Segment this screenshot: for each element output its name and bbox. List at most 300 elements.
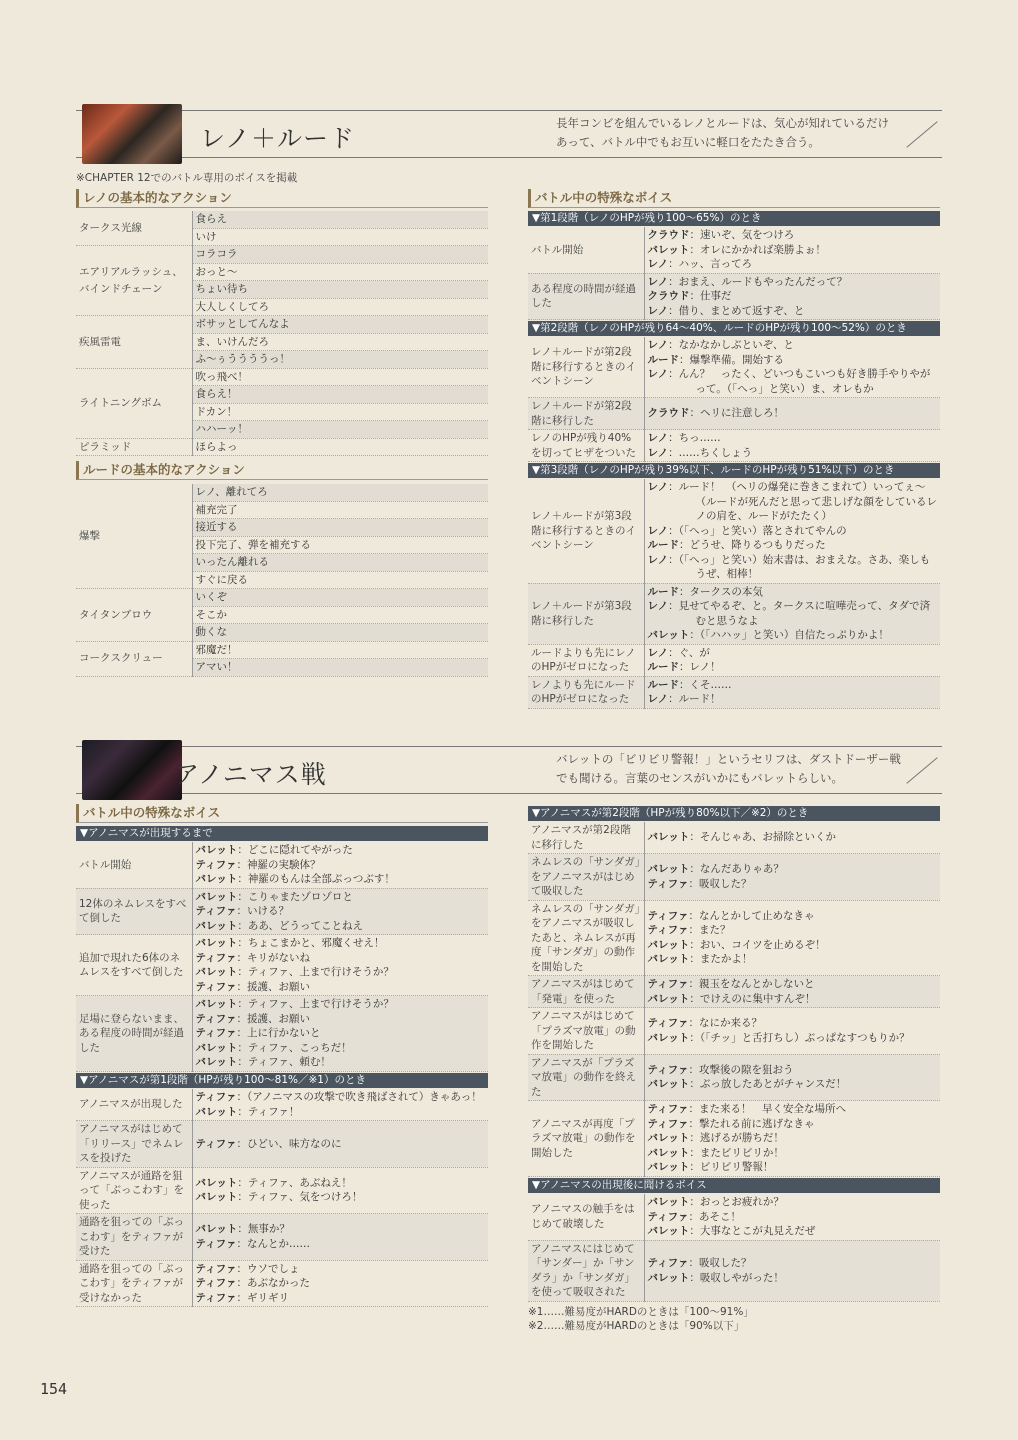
voice-line: レノ：借り、まとめて返すぞ、と <box>647 304 805 317</box>
table-row <box>528 430 940 462</box>
line-text: 援護、お願い <box>246 980 310 993</box>
line-text: レノ！ <box>689 661 721 673</box>
table-row <box>528 398 940 430</box>
speaker-name: ティファ <box>195 1237 237 1250</box>
voice-lines <box>644 1101 940 1177</box>
voice-line: いけ <box>192 228 488 246</box>
line-text: おまえ、ルードもやったんだって？ <box>678 275 848 288</box>
voice-line: 動くな <box>192 624 488 642</box>
line-text: 吸収した？ <box>698 1257 752 1269</box>
voice-line: ティファ：また来る！ 早く安全な場所へ <box>647 1103 846 1115</box>
voice-line: ティファ：攻撃後の隙を狙おう <box>647 1063 794 1076</box>
line-text: 吸収した？ <box>698 877 752 890</box>
speaker-name: バレット <box>647 831 690 844</box>
voice-line: バレット：ちょこまかと、邪魔くせえ！ <box>195 937 385 949</box>
line-text: んん？ ったく、どいつもこいつも好き勝手やりやがって。（「へっ」と笑い）ま、オレもか <box>678 368 931 395</box>
voice-lines <box>644 644 940 676</box>
voice-line: ティファ：吸収した？ <box>647 877 752 890</box>
voice-lines <box>644 1194 940 1240</box>
trigger-condition: バトル開始 <box>528 227 644 273</box>
phase-table <box>528 822 940 1177</box>
speaker-name: クラウド <box>647 407 690 420</box>
voice-line: バレット：吸収しやがった！ <box>647 1271 784 1284</box>
speaker-name: ティファ <box>647 924 689 937</box>
trigger-condition: ネムレスの「サンダガ」をアノニマスが吸収したあと、ネムレスが再度「サンダガ」の動作を開始した <box>528 900 644 976</box>
speaker-name: ティファ <box>195 1262 237 1275</box>
voice-line: ルード：タークスの本気 <box>647 585 763 598</box>
trigger-condition: アノニマスがはじめて「リリース」でネムレスを投げた <box>76 1121 192 1168</box>
voice-lines <box>192 1167 488 1214</box>
voice-line: バレット：でけえのに集中すんぞ！ <box>647 992 816 1005</box>
voice-line: 大人しくしてろ <box>192 298 488 316</box>
speaker-name: バレット <box>195 1056 238 1068</box>
voice-lines <box>644 479 940 583</box>
rude-actions-table <box>76 484 488 677</box>
line-text: 吸収しやがった！ <box>699 1271 784 1284</box>
phase-table <box>528 227 940 320</box>
line-text: くそ…… <box>689 678 732 691</box>
speaker-name: ルード <box>647 353 679 366</box>
voice-line: ティファ：上に行かないと <box>195 1027 321 1039</box>
line-text: 親玉をなんとかしないと <box>698 978 815 990</box>
line-text: どこに隠れてやがった <box>247 844 353 856</box>
voice-line: レノ：（「へっ」と笑い）落とされてやんの <box>647 524 847 537</box>
section-description: バレットの「ビリビリ警報！」というセリフは、ダストドーザー戦 でも聞ける。言葉のセンスがいかにもバレットらしい。 <box>556 752 901 785</box>
speaker-name: バレット <box>647 1225 690 1237</box>
speaker-name: バレット <box>647 1031 690 1044</box>
reno-actions-table <box>76 211 488 456</box>
voice-line: バレット：ティファ、気をつけろ！ <box>195 1191 363 1204</box>
line-text: 爆撃準備。開始する <box>689 353 784 366</box>
action-name: エアリアルラッシュ、 バインドチェーン <box>76 246 192 316</box>
voice-line: 食らえ！ <box>192 386 488 404</box>
speaker-name: バレット <box>195 1223 238 1236</box>
voice-lines <box>192 935 488 996</box>
trigger-condition: 通路を狙っての「ぶっこわす」をティファが受けなかった <box>76 1260 192 1307</box>
line-text: ちょこまかと、邪魔くせえ！ <box>247 937 385 949</box>
character-portrait-image <box>82 104 182 164</box>
line-text: ティファ、あぶねえ！ <box>247 1176 352 1189</box>
voice-line: クラウド：ヘリに注意しろ！ <box>647 407 784 420</box>
speaker-name: ティファ <box>195 1277 237 1289</box>
line-text: 速いぞ、気をつけろ <box>700 229 795 241</box>
voice-line: 投下完了、弾を補充する <box>192 536 488 554</box>
phase-bar: ▼第3段階（レノのHPが残り39%以下、ルードのHPが残り51%以下）のとき <box>528 463 940 478</box>
voice-line: バレット：ティファ、上まで行けそうか？ <box>195 966 394 978</box>
voice-line: バレット：（「チッ」と舌打ちし）ぶっぱなすつもりか？ <box>647 1031 910 1044</box>
speaker-name: ティファ <box>195 1291 237 1304</box>
voice-line: ルード：どうせ、降りるつもりだった <box>647 539 826 551</box>
line-text: そんじゃあ、お掃除といくか <box>699 831 836 844</box>
speaker-name: バレット <box>647 1271 690 1284</box>
voice-line: バレット：またビリビリか！ <box>647 1146 784 1159</box>
voice-line: ティファ：なんとか…… <box>195 1237 310 1250</box>
speaker-name: レノ <box>647 481 669 493</box>
voice-line: ルード：レノ！ <box>647 661 721 673</box>
line-text: また？ <box>698 924 731 937</box>
phase-bar: ▼アノニマスが第2段階（HPが残り80%以下／※2）のとき <box>528 806 940 821</box>
speaker-name: ルード <box>647 661 679 673</box>
speaker-name: バレット <box>647 992 690 1005</box>
speaker-name: ティファ <box>195 1091 237 1103</box>
voice-line: ティファ：なにか来る？ <box>647 1017 762 1030</box>
table-row <box>528 479 940 583</box>
voice-line: ティファ：吸収した？ <box>647 1257 752 1269</box>
speaker-name: レノ <box>647 646 669 659</box>
speaker-name: クラウド <box>647 229 690 241</box>
voice-line: ボサッとしてんなよ <box>192 316 488 334</box>
voice-line: 接近する <box>192 519 488 537</box>
boss-portrait-image <box>82 740 182 800</box>
trigger-condition: 通路を狙っての「ぶっこわす」をティファが受けた <box>76 1214 192 1261</box>
line-text: キリがないね <box>246 951 310 964</box>
voice-lines <box>192 842 488 888</box>
trigger-condition: アノニマスが第2段階に移行した <box>528 822 644 854</box>
table-row <box>76 1167 488 1214</box>
voice-line: ティファ：援護、お願い <box>195 980 310 993</box>
line-text: オレにかかれば楽勝よぉ！ <box>699 243 826 256</box>
voice-line: バレット：神羅のもんは全部ぶっつぶす！ <box>195 873 395 885</box>
line-text: ルード！ <box>678 693 721 705</box>
trigger-condition: 12体のネムレスをすべて倒した <box>76 888 192 935</box>
line-text: 大事なとこが丸見えだぜ <box>699 1225 816 1237</box>
voice-line: レノ：……ちくしょう <box>647 446 753 459</box>
subheading-battle-voices-2: バトル中の特殊なボイス <box>76 804 488 823</box>
speaker-name: バレット <box>647 863 690 876</box>
voice-line: ティファ：神羅の実験体？ <box>195 858 321 871</box>
voice-line: そこか <box>192 606 488 624</box>
voice-line: ティファ：（アノニマスの攻撃で吹き飛ばされて）きゃあっ！ <box>195 1091 482 1103</box>
line-text: おい、コイツを止めるぞ！ <box>699 938 826 951</box>
table-row <box>76 935 488 996</box>
voice-line: バレット：ティファ、頼む！ <box>195 1056 331 1068</box>
chapter-note: ※CHAPTER 12でのバトル専用のボイスを掲載 <box>76 172 298 184</box>
speaker-name: ティファ <box>195 980 237 993</box>
trigger-condition: レノ＋ルードが第3段階に移行するときのイベントシーン <box>528 479 644 583</box>
speaker-name: レノ <box>647 258 669 270</box>
speaker-name: バレット <box>195 1041 238 1054</box>
table-row <box>528 976 940 1008</box>
line-text: タークスの本気 <box>689 585 763 598</box>
line-text: 逃げるが勝ちだ！ <box>699 1132 784 1144</box>
voice-line: ティファ：いける？ <box>195 905 289 917</box>
phase-table <box>76 1089 488 1307</box>
voice-lines <box>192 888 488 935</box>
voice-line: ドカン！ <box>192 403 488 421</box>
voice-line: いったん離れる <box>192 554 488 572</box>
action-name: タークス光線 <box>76 211 192 246</box>
action-name: 疾風雷電 <box>76 316 192 369</box>
speaker-name: ティファ <box>647 978 689 990</box>
action-name: コークスクリュー <box>76 641 192 676</box>
table-row <box>76 589 488 607</box>
trigger-condition: レノ＋ルードが第3段階に移行した <box>528 583 644 644</box>
line-text: また来る！ 早く安全な場所へ <box>698 1103 846 1115</box>
line-text: ティファ、上まで行けそうか？ <box>247 998 394 1010</box>
line-text: 撃たれる前に逃げなきゃ <box>698 1117 815 1130</box>
voice-line: ティファ：ギリギリ <box>195 1291 289 1304</box>
line-text: あぶなかった <box>246 1277 310 1289</box>
trigger-condition: 追加で現れた6体のネムレスをすべて倒した <box>76 935 192 996</box>
voice-line: レノ：ぐ、が <box>647 646 710 659</box>
voice-lines <box>192 1214 488 1261</box>
voice-line: アマい！ <box>192 659 488 677</box>
voice-line: ふ〜ぅううううっ！ <box>192 351 488 369</box>
line-text: （「チッ」と舌打ちし）ぶっぱなすつもりか？ <box>699 1031 910 1044</box>
voice-lines <box>644 1008 940 1055</box>
line-text: ウソでしょ <box>246 1262 300 1275</box>
trigger-condition: ある程度の時間が経過した <box>528 273 644 320</box>
voice-lines <box>644 430 940 462</box>
line-text: またビリビリか！ <box>699 1146 784 1159</box>
speaker-name: ルード <box>647 678 679 691</box>
voice-lines <box>644 900 940 976</box>
table-row <box>76 996 488 1072</box>
line-text: ぶっ放したあとがチャンスだ！ <box>699 1078 847 1091</box>
phase-table <box>528 1194 940 1302</box>
voice-line: バレット：逃げるが勝ちだ！ <box>647 1132 784 1144</box>
voice-line: 吹っ飛べ！ <box>192 368 488 386</box>
voice-line: ティファ：あそこ！ <box>647 1210 741 1223</box>
speaker-name: ティファ <box>195 1012 237 1025</box>
speaker-name: ティファ <box>647 1017 689 1030</box>
table-row <box>76 1089 488 1121</box>
trigger-condition: アノニマスが出現した <box>76 1089 192 1121</box>
table-row <box>528 900 940 976</box>
voice-lines <box>644 583 940 644</box>
voice-line: バレット：ビリビリ警報！ <box>647 1161 774 1173</box>
speaker-name: バレット <box>195 873 238 885</box>
table-row <box>76 246 488 264</box>
voice-line: バレット：こりゃまたゾロゾロと <box>195 890 353 903</box>
line-text: 神羅の実験体？ <box>246 858 321 871</box>
speaker-name: ティファ <box>647 1063 689 1076</box>
voice-line: ほらよっ <box>192 438 488 456</box>
line-text: 借り、まとめて返すぞ、と <box>678 304 805 317</box>
speaker-name: バレット <box>195 1176 238 1189</box>
table-row <box>76 1260 488 1307</box>
voice-line: ティファ：ウソでしょ <box>195 1262 300 1275</box>
footnote-2: ※2……難易度がHARDのときは「90%以下」 <box>528 1320 745 1332</box>
line-text: ルード！ （ヘリの爆発に巻きこまれて）いってぇ〜（ルードが死んだと思って悲しげな顔をしているレノの肩を、ルードがたたく） <box>678 481 937 522</box>
speaker-name: バレット <box>195 966 238 978</box>
action-name: タイタンブロウ <box>76 589 192 642</box>
voice-line: バレット：そんじゃあ、お掃除といくか <box>647 831 836 844</box>
phase-bar: ▼アノニマスが出現するまで <box>76 826 488 841</box>
voice-line: ティファ：ひどい、味方なのに <box>195 1137 342 1150</box>
page-number: 154 <box>40 1380 68 1398</box>
line-text: なにか来る？ <box>698 1017 762 1030</box>
trigger-condition: アノニマスがはじめて「発電」を使った <box>528 976 644 1008</box>
speaker-name: バレット <box>195 998 238 1010</box>
line-text: ギリギリ <box>246 1291 289 1304</box>
speaker-name: ティファ <box>195 858 237 871</box>
trigger-condition: アノニマスがはじめて「プラズマ放電」の動作を開始した <box>528 1008 644 1055</box>
speaker-name: レノ <box>647 446 669 459</box>
line-text: こりゃまたゾロゾロと <box>247 890 353 903</box>
voice-line: ハハーッ！ <box>192 421 488 439</box>
line-text: （「へっ」と笑い）始末書は、おまえな。さあ、楽しもうぜ、相棒！ <box>678 553 931 580</box>
voice-line: ティファ：あぶなかった <box>195 1277 310 1289</box>
speaker-name: バレット <box>647 1196 690 1208</box>
section-header-reno-rude <box>76 104 942 164</box>
table-row <box>76 1121 488 1168</box>
table-row <box>76 888 488 935</box>
speaker-name: バレット <box>647 243 690 256</box>
line-text: ティファ、こっちだ！ <box>247 1041 352 1054</box>
speaker-name: バレット <box>647 938 690 951</box>
speaker-name: バレット <box>195 890 238 903</box>
line-text: またかよ！ <box>699 953 753 966</box>
speaker-name: バレット <box>647 1146 690 1159</box>
section-header-anonymous <box>76 740 942 800</box>
line-text: 上に行かないと <box>246 1027 321 1039</box>
trigger-condition: ネムレスの「サンダガ」をアノニマスがはじめて吸収した <box>528 854 644 901</box>
line-text: 見せてやるぞ、と。タークスに喧嘩売って、タダで済むと思うなよ <box>678 600 931 627</box>
voice-line: レノ：ルード！ <box>647 693 721 705</box>
speaker-name: ルード <box>647 585 679 598</box>
trigger-condition: アノニマスの触手をはじめて破壊した <box>528 1194 644 1240</box>
line-text: 援護、お願い <box>246 1012 310 1025</box>
phase-table <box>528 479 940 709</box>
phase-bar: ▼アノニマスが第1段階（HPが残り100〜81%／※1）のとき <box>76 1073 488 1088</box>
section-description: 長年コンビを組んでいるレノとルードは、気心が知れているだけ あって、バトル中でもお互いに軽口をたたき合う。 <box>556 116 890 149</box>
line-text: なかなかしぶといぞ、と <box>678 339 794 351</box>
speaker-name: クラウド <box>647 290 690 302</box>
action-name: ピラミッド <box>76 438 192 456</box>
voice-line: バレット：ぶっ放したあとがチャンスだ！ <box>647 1078 847 1091</box>
voice-line: バレット：ティファ！ <box>195 1105 300 1118</box>
voice-line: ティファ：キリがないね <box>195 951 310 964</box>
voice-line: コラコラ <box>192 246 488 264</box>
voice-line: バレット：おい、コイツを止めるぞ！ <box>647 938 826 951</box>
table-row <box>76 641 488 659</box>
voice-lines <box>644 1054 940 1101</box>
voice-line: 邪魔だ！ <box>192 641 488 659</box>
voice-line: レノ：見せてやるぞ、と。タークスに喧嘩売って、タダで済むと思うなよ <box>647 600 931 627</box>
line-text: ティファ、頼む！ <box>247 1056 331 1068</box>
line-text: 仕事だ <box>700 290 732 302</box>
line-text: ひどい、味方なのに <box>246 1137 342 1150</box>
action-name: 爆撃 <box>76 484 192 589</box>
subheading-reno-actions: レノの基本的なアクション <box>76 189 488 208</box>
table-row <box>528 822 940 854</box>
voice-line: バレット：無事か？ <box>195 1223 290 1236</box>
voice-line: ティファ：親玉をなんとかしないと <box>647 978 815 990</box>
footnotes <box>528 1305 754 1333</box>
phase-bar: ▼第1段階（レノのHPが残り100〜65%）のとき <box>528 211 940 226</box>
trigger-condition: レノ＋ルードが第2段階に移行するときのイベントシーン <box>528 337 644 398</box>
trigger-condition: アノニマスにはじめて「サンダー」か「サンダラ」か「サンダガ」を使って吸収された <box>528 1240 644 1301</box>
line-text: いける？ <box>246 905 289 917</box>
line-text: 無事か？ <box>247 1223 290 1236</box>
table-row <box>528 583 940 644</box>
voice-line: おっと〜 <box>192 263 488 281</box>
line-text: おっとお疲れか？ <box>699 1196 784 1208</box>
speaker-name: レノ <box>647 693 669 705</box>
subheading-battle-voices: バトル中の特殊なボイス <box>528 189 940 208</box>
table-row <box>76 368 488 386</box>
line-text: （「へっ」と笑い）落とされてやんの <box>678 524 847 537</box>
speaker-name: バレット <box>647 1161 690 1173</box>
voice-line: バレット：どこに隠れてやがった <box>195 844 353 856</box>
voice-line: レノ：ルード！ （ヘリの爆発に巻きこまれて）いってぇ〜（ルードが死んだと思って悲しげな顔をしているレノの肩を、ルードがたたく） <box>647 481 937 522</box>
voice-lines <box>192 1260 488 1307</box>
line-text: （「ハハッ」と笑い）自信たっぷりかよ！ <box>699 629 889 641</box>
table-row <box>528 1101 940 1177</box>
voice-lines <box>644 398 940 430</box>
trigger-condition: レノのHPが残り40%を切ってヒザをついた <box>528 430 644 462</box>
voice-line: 食らえ <box>192 211 488 228</box>
section-title: アノニマス戦 <box>174 760 327 789</box>
trigger-condition: レノ＋ルードが第2段階に移行した <box>528 398 644 430</box>
action-name: ライトニングボム <box>76 368 192 438</box>
line-text: ああ、どうってことねえ <box>247 919 363 932</box>
footnote-1: ※1……難易度がHARDのときは「100〜91%」 <box>528 1306 754 1318</box>
voice-line: バレット：ああ、どうってことねえ <box>195 919 363 932</box>
speaker-name: ティファ <box>647 1103 689 1115</box>
trigger-condition: ルードよりも先にレノのHPがゼロになった <box>528 644 644 676</box>
speaker-name: バレット <box>647 629 690 641</box>
voice-line: バレット：またかよ！ <box>647 953 753 966</box>
voice-line: ま、いけんだろ <box>192 333 488 351</box>
table-row <box>528 1008 940 1055</box>
voice-lines <box>192 1121 488 1168</box>
speaker-name: ティファ <box>647 877 689 890</box>
voice-line: バレット：ティファ、あぶねえ！ <box>195 1176 352 1189</box>
voice-line: レノ、離れてろ <box>192 484 488 501</box>
line-text: ティファ！ <box>247 1105 300 1118</box>
voice-lines <box>644 337 940 398</box>
voice-line: ティファ：また？ <box>647 924 731 937</box>
speaker-name: ティファ <box>195 951 237 964</box>
voice-line: バレット：（「ハハッ」と笑い）自信たっぷりかよ！ <box>647 629 889 641</box>
line-text: ヘリに注意しろ！ <box>700 407 784 420</box>
line-text: なんだありゃあ？ <box>699 863 784 876</box>
speaker-name: バレット <box>195 1105 238 1118</box>
voice-lines <box>644 976 940 1008</box>
speaker-name: バレット <box>195 919 238 932</box>
voice-line: レノ：ハッ、言ってろ <box>647 258 753 270</box>
table-row <box>76 211 488 228</box>
line-text: どうせ、降りるつもりだった <box>689 539 826 551</box>
voice-line: バレット：大事なとこが丸見えだぜ <box>647 1225 816 1237</box>
line-text: 攻撃後の隙を狙おう <box>698 1063 794 1076</box>
speaker-name: ルード <box>647 539 679 551</box>
table-row <box>528 1240 940 1301</box>
speaker-name: レノ <box>647 339 669 351</box>
speaker-name: バレット <box>195 1191 238 1204</box>
speaker-name: レノ <box>647 368 669 380</box>
line-text: 神羅のもんは全部ぶっつぶす！ <box>247 873 395 885</box>
voice-line: ティファ：撃たれる前に逃げなきゃ <box>647 1117 815 1130</box>
speaker-name: ティファ <box>647 909 689 922</box>
voice-line: クラウド：仕事だ <box>647 290 732 302</box>
speaker-name: バレット <box>647 1132 690 1144</box>
phase-bar: ▼第2段階（レノのHPが残り64〜40%、ルードのHPが残り100〜52%）のとき <box>528 321 940 336</box>
speaker-name: ティファ <box>195 1137 237 1150</box>
line-text: ティファ、上まで行けそうか？ <box>247 966 394 978</box>
table-row <box>528 644 940 676</box>
voice-line: レノ：おまえ、ルードもやったんだって？ <box>647 275 848 288</box>
table-row <box>528 854 940 901</box>
line-text: ちっ…… <box>678 432 721 444</box>
voice-line: いくぞ <box>192 589 488 607</box>
voice-line: ちょい待ち <box>192 281 488 299</box>
line-text: （アノニマスの攻撃で吹き飛ばされて）きゃあっ！ <box>246 1091 482 1103</box>
voice-line: レノ：（「へっ」と笑い）始末書は、おまえな。さあ、楽しもうぜ、相棒！ <box>647 553 931 580</box>
voice-lines <box>644 822 940 854</box>
